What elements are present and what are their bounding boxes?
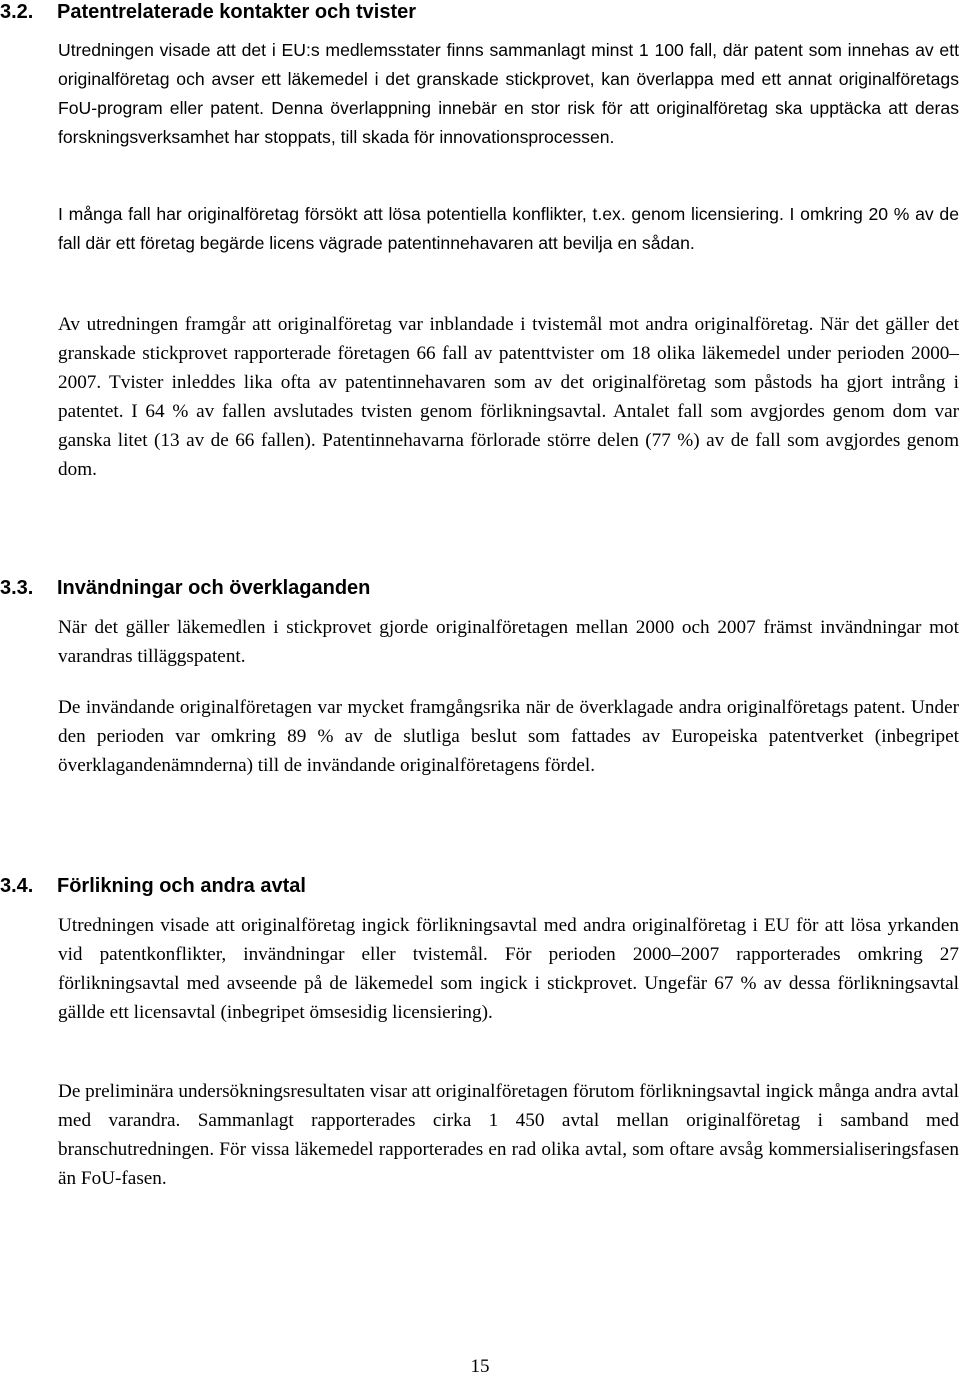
paragraph: De invändande originalföretagen var mycket framgångsrika när de överklagade andra originalföretags patent. Under den perioden var omkring 89 % av de slutliga beslut som fattades av Europeiska patentverket (inbegripet överklagandenämnderna) till de invändande originalföretagens fördel. — [58, 697, 959, 776]
paragraph: När det gäller läkemedlen i stickprovet gjorde originalföretagen mellan 2000 och 2007 främst invändningar mot varandras tilläggspatent. — [58, 617, 959, 667]
section-number: 3.2. — [0, 1, 34, 23]
section-heading — [0, 0, 960, 28]
section-3-2 — [0, 0, 960, 480]
section-heading — [0, 576, 960, 604]
section-3-4 — [0, 874, 960, 1189]
paragraph: Utredningen visade att det i EU:s medlemsstater finns sammanlagt minst 1 100 fall, där patent som innehas av ett originalföretag och avser ett läkemedel i det granskade stickprovet, kan överlappa med ett annat originalföretags FoU-program eller patent. Denna överlappning innebär en stor risk för att originalföretag ska upptäcka att deras forskningsverksamhet har stoppats, till skada för innovationsprocessen. — [58, 40, 959, 147]
paragraph: De preliminära undersökningsresultaten visar att originalföretagen förutom förlikningsavtal ingick många andra avtal med varandra. Sammanlagt rapporterades cirka 1 450 avtal mellan originalföretag i samband med branschutredningen. För vissa läkemedel rapporterades en rad olika avtal, som oftare avsåg kommersialiseringsfasen än FoU-fasen. — [58, 1081, 959, 1189]
paragraph: Utredningen visade att originalföretag ingick förlikningsavtal med andra originalföretag i EU för att lösa yrkanden vid patentkonflikter, invändningar eller tvistemål. För perioden 2000–2007 rapporterades omkring 27 förlikningsavtal med avseende på de läkemedel som ingick i stickprovet. Ungefär 67 % av dessa förlikningsavtal gällde ett licensavtal (inbegripet ömsesidig licensiering). — [58, 915, 959, 1023]
section-title: Patentrelaterade kontakter och tvister — [57, 1, 417, 23]
paragraph: I många fall har originalföretag försökt att lösa potentiella konflikter, t.ex. genom licensiering. I omkring 20 % av de fall där ett företag begärde licens vägrade patentinnehavaren att bevilja en sådan. — [58, 204, 959, 253]
section-3-3 — [0, 576, 960, 776]
section-title: Invändningar och överklaganden — [57, 577, 371, 599]
section-number: 3.4. — [0, 875, 34, 897]
paragraph: Av utredningen framgår att originalföretag var inblandade i tvistemål mot andra originalföretag. När det gäller det granskade stickprovet rapporterade företagen 66 fall av patenttvister om 18 olika läkemedel under perioden 2000–2007. Tvister inleddes lika ofta av patentinnehavaren som av det originalföretag som påstods ha gjort intrång i patentet. I 64 % av fallen avslutades tvisten genom förlikningsavtal. Antalet fall som avgjordes genom dom var ganska litet (13 av de 66 fallen). Patentinnehavarna förlorade större delen (77 %) av de fall som avgjordes genom dom. — [58, 314, 959, 480]
section-title: Förlikning och andra avtal — [57, 875, 306, 897]
section-heading — [0, 874, 960, 902]
section-number: 3.3. — [0, 577, 34, 599]
page-number: 15 — [470, 1356, 490, 1377]
